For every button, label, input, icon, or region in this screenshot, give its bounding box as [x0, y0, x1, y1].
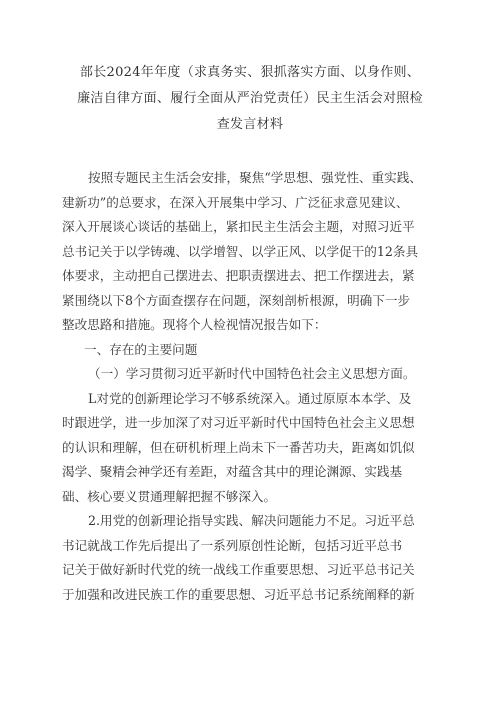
paragraph-line: 按照专题民主生活会安排，聚焦“学思想、强党性、重实践、 [88, 170, 422, 185]
title-line: 廉洁自律方面、履行全面从严治党责任）民主生活会对照检 [77, 91, 423, 106]
section-heading: 一、存在的主要问题 [84, 341, 198, 357]
paragraph-line: 深入开展谈心谈话的基础上，紧扣民主生活会主题，对照习近平 [62, 219, 415, 234]
paragraph-line: 础、核心要义贯通理解把握不够深入。 [62, 488, 277, 504]
paragraph-line: 体要求，主动把自己摆进去、把职责摆进去、把工作摆进去，紧 [62, 268, 415, 283]
paragraph-line: 的认识和理解，但在研机析理上尚未下一番苦功夫，距离如饥似 [62, 439, 415, 455]
paragraph-line: 建新功”的总要求，在深入开展集中学习、广泛征求意见建议、 [62, 194, 409, 210]
paragraph-line: 于加强和改进民族工作的重要思想、习近平总书记系统阐释的新 [62, 586, 415, 602]
paragraph-line: 2.用党的创新理论指导实践、解决问题能力不足。习近平总 [88, 513, 415, 528]
document-body [62, 166, 446, 607]
paragraph-line: 紧围绕以下8个方面查摆存在问题，深刻剖析根源，明确下一步 [62, 292, 411, 308]
paragraph-line: 时跟进学，进一步加深了对习近平新时代中国特色社会主义思想 [62, 415, 415, 430]
title-line: 查发言材料 [216, 117, 284, 132]
paragraph-line: L对党的创新理论学习不够系统深入。通过原原本本学、及 [88, 390, 412, 406]
title-line: 部长2024年年度（求真务实、狠抓落实方面、以身作则、 [79, 65, 421, 80]
subsection-heading: （一）学习贯彻习近平新时代中国特色社会主义思想方面。 [88, 366, 416, 381]
document-title [60, 60, 440, 138]
paragraph-line: 记关于做好新时代党的统一战线工作重要思想、习近平总书记关 [62, 562, 415, 577]
paragraph-line: 整改思路和措施。现将个人检视情况报告如下： [62, 317, 327, 332]
paragraph-line: 总书记关于以学铸魂、以学增智、以学正风、以学促干的12条具 [62, 243, 419, 259]
paragraph-line: 书记就战工作先后提出了一系列原创性论断，包括习近平总书 [62, 537, 403, 553]
paragraph-line: 渴学、聚精会神学还有差距，对蕴含其中的理论渊源、实践基 [62, 464, 403, 479]
